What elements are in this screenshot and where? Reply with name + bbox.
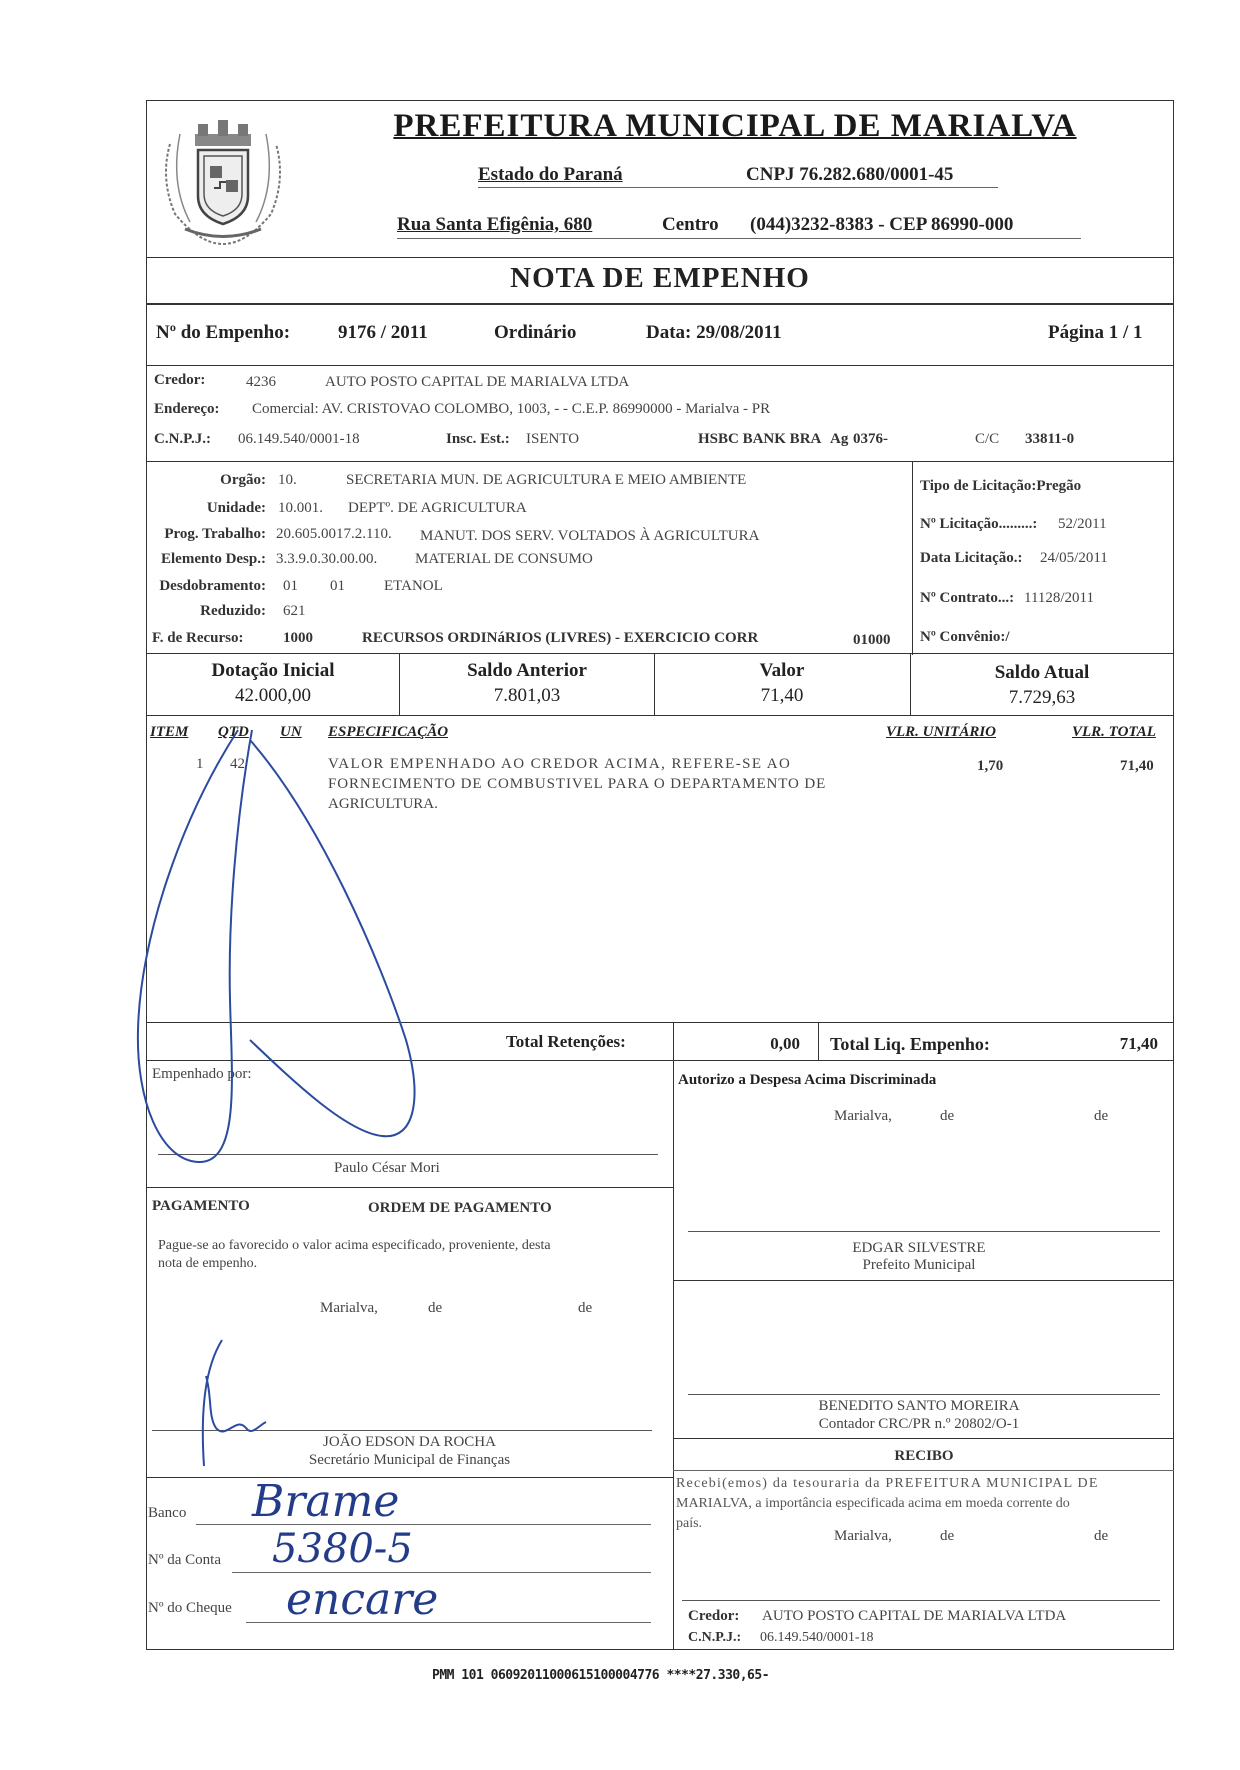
- dotacao-inicial-value: 42.000,00: [235, 685, 311, 706]
- autorizo-city: Marialva,: [834, 1108, 892, 1124]
- recibo-underline: [673, 1470, 1174, 1471]
- empenho-date: Data: 29/08/2011: [646, 322, 782, 343]
- credor-code: 4236: [246, 374, 276, 390]
- totais-div-1: [673, 1022, 674, 1060]
- tipo-licitacao: Tipo de Licitação:Pregão: [920, 478, 1082, 494]
- col-un: UN: [280, 724, 302, 740]
- secretario-role: Secretário Municipal de Finanças: [308, 1452, 511, 1468]
- saldo-atual-value: 7.729,63: [1008, 687, 1076, 708]
- rule-3: [146, 365, 1174, 366]
- saldo-anterior-value: 7.801,03: [493, 685, 561, 706]
- recibo-credor-label: Credor:: [688, 1608, 740, 1624]
- autorizo-label: Autorizo a Despesa Acima Discriminada: [678, 1072, 937, 1088]
- desdobramento-desc: ETANOL: [384, 578, 443, 594]
- cheque-handwritten: encare: [286, 1574, 439, 1625]
- credor-name: AUTO POSTO CAPITAL DE MARIALVA LTDA: [325, 374, 630, 390]
- elemento-value: 3.3.9.0.30.00.00.: [276, 551, 378, 567]
- unidade-value: 10.001.: [278, 500, 323, 516]
- banco-label: Banco: [148, 1505, 187, 1521]
- conta-line: [232, 1572, 651, 1573]
- insc-value: ISENTO: [526, 431, 580, 447]
- autorizo-de-1: de: [940, 1108, 955, 1124]
- row-item: 1: [196, 756, 204, 772]
- recibo-cnpj-value: 06.149.540/0001-18: [760, 1630, 874, 1645]
- recurso-desc: RECURSOS ORDINáRIOS (LIVRES) - EXERCICIO CORR: [362, 630, 759, 646]
- cnpj-value: 06.149.540/0001-18: [238, 431, 360, 447]
- coat-of-arms: [150, 104, 296, 252]
- secretario-signature: [186, 1336, 286, 1476]
- recibo-cnpj-label: C.N.P.J.:: [688, 1630, 742, 1645]
- totais-div-2: [818, 1022, 819, 1060]
- recibo-city: Marialva,: [834, 1528, 892, 1544]
- rule-11: [146, 1477, 673, 1478]
- saldo-atual-label: Saldo Atual: [994, 662, 1090, 683]
- prog-value: 20.605.0017.2.110.: [276, 526, 392, 542]
- dotacao-inicial-label: Dotação Inicial: [211, 660, 335, 681]
- handwritten-signature: [120, 700, 440, 1180]
- unidade-desc: DEPTº. DE AGRICULTURA: [348, 500, 527, 516]
- elemento-desc: MATERIAL DE CONSUMO: [415, 551, 593, 567]
- empenho-label: Nº do Empenho:: [156, 322, 291, 343]
- empenhado-label: Empenhado por:: [152, 1066, 252, 1082]
- col-especificacao: ESPECIFICAÇÃO: [328, 724, 449, 740]
- rule-1: [146, 257, 1174, 258]
- contador-line: [688, 1394, 1160, 1395]
- liquido-value: 71,40: [1119, 1034, 1158, 1053]
- prefeito-role: Prefeito Municipal: [862, 1257, 976, 1273]
- endereco-label: Endereço:: [154, 401, 220, 417]
- state-label: Estado do Paraná: [478, 164, 623, 185]
- cnpj-header: CNPJ 76.282.680/0001-45: [746, 164, 954, 185]
- recibo-de-1: de: [940, 1528, 955, 1544]
- elemento-label: Elemento Desp.:: [161, 551, 266, 567]
- prefeito-line: [688, 1231, 1160, 1232]
- cnpj-label: C.N.P.J.:: [154, 431, 211, 447]
- state-underline: [478, 187, 998, 188]
- valor-label: Valor: [759, 660, 805, 681]
- licitacao-date-label: Data Licitação.:: [920, 550, 1023, 566]
- nota-title: NOTA DE EMPENHO: [510, 262, 810, 294]
- ordem-pagamento-label: ORDEM DE PAGAMENTO: [368, 1200, 552, 1216]
- endereco-value: Comercial: AV. CRISTOVAO COLOMBO, 1003, - - C.E.P. 86990000 - Marialva - PR: [252, 401, 771, 417]
- liquido-label: Total Liq. Empenho:: [830, 1034, 990, 1054]
- contrato-value: 11128/2011: [1024, 590, 1094, 606]
- row-qtd: 42: [230, 756, 245, 772]
- row-desc-1: VALOR EMPENHADO AO CREDOR ACIMA, REFERE-SE AO: [328, 756, 792, 772]
- recurso-value: 1000: [283, 630, 313, 646]
- address-underline: [397, 238, 1081, 239]
- credor-sign-line: [682, 1600, 1160, 1601]
- footer-code: PMM 101 06092011000615100004776 ****27.330,65-: [432, 1668, 770, 1683]
- credor-label: Credor:: [154, 372, 206, 388]
- empenho-number: 9176 / 2011: [338, 322, 428, 343]
- secretario-name: JOÃO EDSON DA ROCHA: [323, 1434, 496, 1450]
- header-district: Centro: [662, 214, 719, 235]
- prog-label: Prog. Trabalho:: [164, 526, 266, 542]
- pagamento-text-1: Pague-se ao favorecido o valor acima especificado, proveniente, desta: [158, 1238, 551, 1253]
- col-item: ITEM: [150, 724, 189, 740]
- unidade-label: Unidade:: [206, 500, 266, 516]
- contador-name: BENEDITO SANTO MOREIRA: [818, 1398, 1020, 1414]
- rule-12: [673, 1438, 1174, 1439]
- orgao-desc: SECRETARIA MUN. DE AGRICULTURA E MEIO AMBIENTE: [346, 472, 747, 488]
- row-desc-3: AGRICULTURA.: [328, 796, 438, 812]
- recibo-text-1: Recebi(emos) da tesouraria da PREFEITURA MUNICIPAL DE: [676, 1476, 1099, 1491]
- contador-role: Contador CRC/PR n.º 20802/O-1: [818, 1416, 1020, 1432]
- cc-label: C/C: [975, 431, 1000, 447]
- col-unitario: VLR. UNITÁRIO: [886, 724, 997, 740]
- conta-handwritten: 5380-5: [272, 1526, 413, 1572]
- rule-5: [146, 653, 1174, 654]
- orgao-value: 10.: [278, 472, 297, 488]
- recurso-code: 01000: [853, 632, 891, 648]
- rule-9: [146, 1187, 673, 1188]
- pagamento-de-2: de: [578, 1300, 593, 1316]
- col-total: VLR. TOTAL: [1072, 724, 1156, 740]
- insc-label: Insc. Est.:: [446, 431, 510, 447]
- dotacao-divider: [912, 461, 913, 655]
- desdobramento-value2: 01: [330, 578, 345, 594]
- prog-desc: MANUT. DOS SERV. VOLTADOS À AGRICULTURA: [420, 528, 760, 544]
- convenio-label: Nº Convênio:/: [920, 629, 1010, 645]
- reduzido-value: 621: [283, 603, 306, 619]
- recibo-text-2: MARIALVA, a importância especificada acima em moeda corrente do: [676, 1496, 1070, 1511]
- header-address: Rua Santa Efigênia, 680: [397, 214, 593, 235]
- recibo-credor-value: AUTO POSTO CAPITAL DE MARIALVA LTDA: [762, 1608, 1067, 1624]
- licitacao-number-label: Nº Licitação.........:: [920, 516, 1038, 532]
- recibo-text-3: país.: [676, 1516, 703, 1531]
- empenhado-name: Paulo César Mori: [334, 1160, 440, 1176]
- contrato-label: Nº Contrato...:: [920, 590, 1015, 606]
- bank-name: HSBC BANK BRA: [698, 431, 822, 447]
- row-total: 71,40: [1120, 758, 1154, 774]
- saldo-anterior-label: Saldo Anterior: [467, 660, 587, 681]
- desdobramento-value: 01: [283, 578, 298, 594]
- desdobramento-label: Desdobramento:: [159, 578, 266, 594]
- pagamento-text-2: nota de empenho.: [158, 1256, 258, 1271]
- col-qtd: QTD: [218, 724, 249, 740]
- conta-label: Nº da Conta: [148, 1552, 221, 1568]
- rule-2: [146, 303, 1174, 305]
- recibo-de-2: de: [1094, 1528, 1109, 1544]
- prefeitura-title: PREFEITURA MUNICIPAL DE MARIALVA: [393, 108, 1077, 144]
- prefeito-name: EDGAR SILVESTRE: [852, 1240, 986, 1256]
- licitacao-date-value: 24/05/2011: [1040, 550, 1108, 566]
- valor-value: 71,40: [760, 685, 804, 706]
- row-desc-2: FORNECIMENTO DE COMBUSTIVEL PARA O DEPARTAMENTO DE: [328, 776, 827, 792]
- pagamento-label: PAGAMENTO: [152, 1198, 250, 1214]
- autorizo-de-2: de: [1094, 1108, 1109, 1124]
- lower-divider: [673, 1060, 674, 1650]
- rule-10: [673, 1280, 1174, 1281]
- ag-value: 0376-: [853, 431, 888, 447]
- ag-label: Ag: [830, 431, 849, 447]
- empenho-type: Ordinário: [494, 322, 577, 343]
- rule-4: [146, 461, 1174, 462]
- cheque-label: Nº do Cheque: [148, 1600, 232, 1616]
- recurso-label: F. de Recurso:: [152, 630, 244, 646]
- licitacao-number-value: 52/2011: [1058, 516, 1107, 532]
- banco-handwritten: Brame: [252, 1476, 400, 1527]
- cc-value: 33811-0: [1025, 431, 1075, 447]
- retencoes-value: 0,00: [770, 1034, 800, 1053]
- pagamento-de-1: de: [428, 1300, 443, 1316]
- orgao-label: Orgão:: [220, 472, 266, 488]
- header-phone-cep: (044)3232-8383 - CEP 86990-000: [750, 214, 1014, 235]
- reduzido-label: Reduzido:: [200, 603, 266, 619]
- page-number: Página 1 / 1: [1048, 322, 1143, 343]
- row-unitario: 1,70: [977, 758, 1004, 774]
- pagamento-city: Marialva,: [320, 1300, 378, 1316]
- recibo-label: RECIBO: [894, 1448, 954, 1464]
- retencoes-label: Total Retenções:: [506, 1032, 626, 1051]
